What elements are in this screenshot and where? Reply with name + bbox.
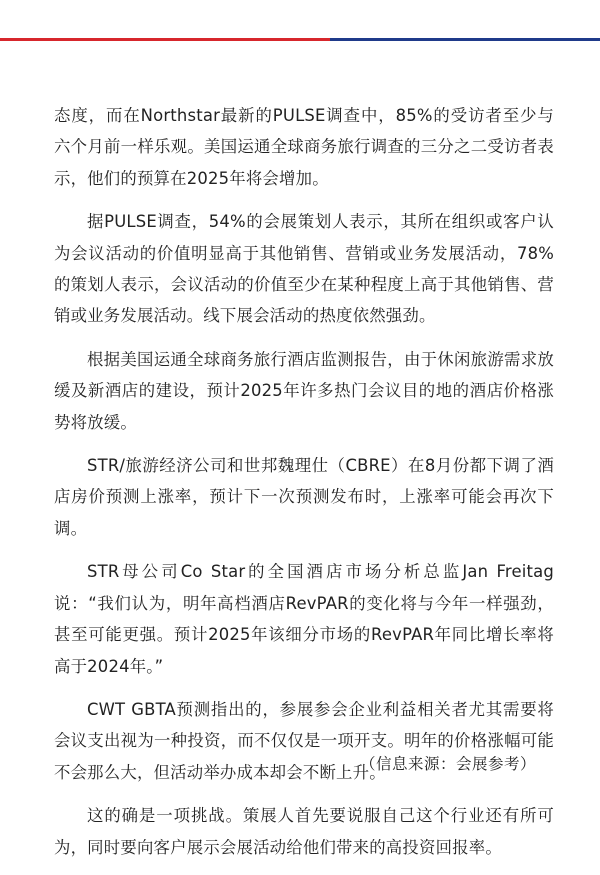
article-paragraph-3: 根据美国运通全球商务旅行酒店监测报告，由于休闲旅游需求放缓及新酒店的建设，预计2025年许多热门会议目的地的酒店价格涨势将放缓。 xyxy=(54,349,554,432)
article-paragraph-2: 据PULSE调查，54%的会展策划人表示，其所在组织或客户认为会议活动的价值明显高于其他销售、营销或业务发展活动，78%的策划人表示，会议活动的价值至少在某种程度上高于其他销售、营销或业务发展活动。线下展会活动的热度依然强劲。 xyxy=(54,212,554,326)
header-rule-blue-segment xyxy=(330,38,600,41)
article-paragraph-7: 这的确是一项挑战。策展人首先要说服自己这个行业还有所可为，同时要向客户展示会展活动给他们带来的高投资回报率。 xyxy=(54,806,554,857)
article-paragraph-1: 态度，而在Northstar最新的PULSE调查中，85%的受访者至少与六个月前一样乐观。美国运通全球商务旅行调查的三分之二受访者表示，他们的预算在2025年将会增加。 xyxy=(54,106,554,188)
header-rule xyxy=(0,38,600,41)
article-paragraph-6: CWT GBTA预测指出的，参展参会企业利益相关者尤其需要将会议支出视为一种投资，而不仅仅是一项开支。明年的价格涨幅可能不会那么大，但活动举办成本却会不断上升。 xyxy=(54,699,554,782)
article-paragraph-5: STR母公司Co Star的全国酒店市场分析总监Jan Freitag说：“我们认为，明年高档酒店RevPAR的变化将与今年一样强劲，甚至可能更强。预计2025年该细分市场的RevPAR年同比增长率将高于2024年。” xyxy=(54,562,554,676)
source-credit: （信息来源：会展参考） xyxy=(359,755,536,773)
article-paragraph-4: STR/旅游经济公司和世邦魏理仕（CBRE）在8月份都下调了酒店房价预测上涨率，预计下一次预测发布时，上涨率可能会再次下调。 xyxy=(54,456,554,538)
header-rule-red-segment xyxy=(0,38,330,41)
